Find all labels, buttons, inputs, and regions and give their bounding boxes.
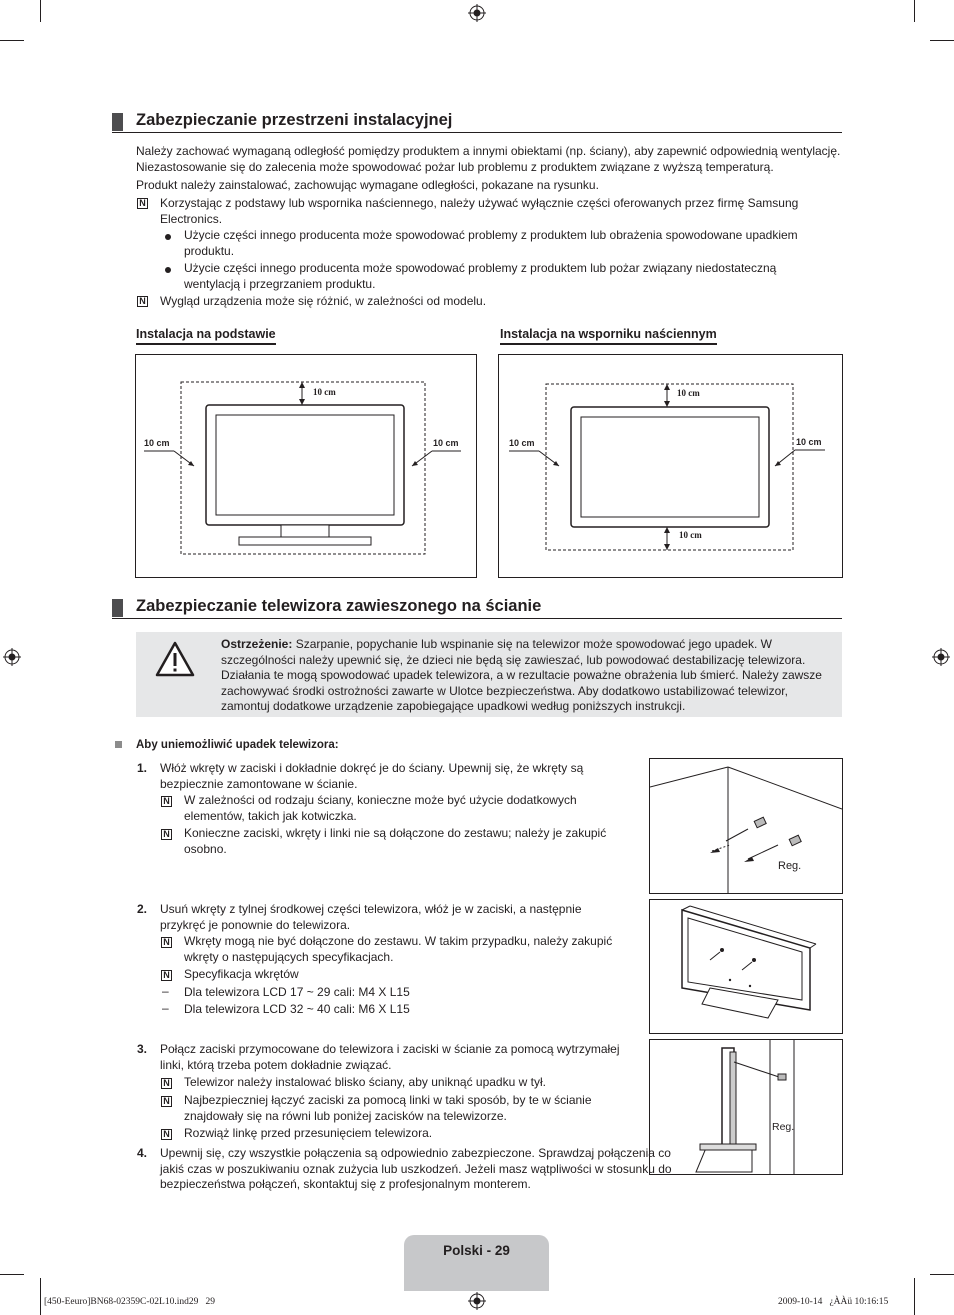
dimension-label-bottom: 10 cm	[679, 530, 702, 540]
tv-on-stand-illustration	[136, 355, 476, 577]
note-text: Wygląd urządzenia może się różnić, w zależności od modelu.	[160, 294, 487, 308]
bullet-text: Użycie części innego producenta może spowodować problemy z produktem lub pożar związany niedostateczną wentylacją i przegrzaniem produktu.	[184, 261, 777, 291]
dimension-label-top: 10 cm	[313, 387, 336, 397]
note-icon: N	[161, 937, 172, 948]
dimension-label-left: 10 cm	[509, 438, 535, 448]
section-heading-installation-space	[112, 110, 842, 133]
note-icon: N	[161, 829, 172, 840]
registration-mark-icon	[468, 4, 486, 22]
step-number: 1.	[137, 761, 148, 775]
warning-box	[136, 632, 842, 717]
subheading: Aby uniemożliwić upadek telewizora:	[136, 739, 339, 751]
figure-wall-clamps	[649, 758, 843, 894]
dash-bullet: –	[162, 984, 169, 998]
dash-bullet: –	[162, 1001, 169, 1015]
note-text: Wkręty mogą nie być dołączone do zestawu. W takim przypadku, należy zakupić wkręty o następujących specyfikacjach.	[184, 934, 613, 964]
heading-bar	[112, 599, 123, 617]
note-text: Konieczne zaciski, wkręty i linki nie są dołączone do zestawu; należy je zakupić osobno.	[184, 826, 607, 856]
note-icon: N	[137, 296, 148, 307]
step-number: 2.	[137, 902, 148, 916]
note-text: Najbezpieczniej łączyć zaciski za pomocą linki w taki sposób, by te w ścianie znajdowały się na równi lub poniżej zacisków na telewizorze.	[184, 1093, 592, 1123]
note-icon: N	[161, 970, 172, 981]
note-text: W zależności od rodzaju ściany, konieczne może być użycie dodatkowych elementów, takich jak kotwiczka.	[184, 793, 577, 823]
intro-paragraph: Należy zachować wymaganą odległość pomiędzy produktem a innymi obiektami (np. ściany), aby zapewnić odpowiednią wentylację. Niezastosowanie się do zalecenia może spowodować pożar lub problemu z produktem związane z wyższą temperaturą.	[136, 144, 841, 174]
tv-rear-view-illustration	[650, 900, 842, 1033]
square-bullet-icon	[115, 741, 122, 748]
intro-paragraph-2: Produkt należy zainstalować, zachowując wymagane odległości, pokazane na rysunku.	[136, 178, 599, 192]
warning-text	[221, 637, 836, 715]
bullet-icon	[165, 267, 171, 273]
step-text: Włóż wkręty w zaciski i dokładnie dokręć je do ściany. Upewnij się, że wkręty są bezpiecznie zamontowane w ścianie.	[160, 761, 584, 791]
warning-body: Szarpanie, popychanie lub wspinanie się na telewizor może spowodować jego upadek. W szczególności należy upewnić się, że dzieci nie będą się zawieszać, lub powodować destabilizację telewizora. Działania te mogą spowodować upadek telewizora, a w rezultacie poważne obrażenia lub śmierć. Należy zawsze zachowywać środki ostrożności zawarte w Ulotce bezpieczeństwa. Aby dodatkowo ustabilizować telewizor, zamontuj dodatkowe urządzenie zapobiegające upadkowi według poniższych instrukcji.	[221, 637, 822, 713]
note-text: Telewizor należy instalować blisko ściany, aby uniknąć upadku w tył.	[184, 1075, 546, 1089]
dimension-label-top: 10 cm	[677, 388, 700, 398]
note-text: Korzystając z podstawy lub wspornika naściennego, należy używać wyłącznie części oferowanych przez firmę Samsung Electronics.	[160, 196, 799, 226]
spec-item: Dla telewizora LCD 32 ~ 40 cali: M6 X L15	[184, 1002, 410, 1016]
page-number-tab	[404, 1235, 549, 1291]
note-icon: N	[161, 1096, 172, 1107]
reg-label: Reg.	[778, 860, 802, 872]
warning-label: Ostrzeżenie:	[221, 637, 293, 651]
figure-tv-back	[649, 899, 843, 1034]
spec-item: Dla telewizora LCD 17 ~ 29 cali: M4 X L15	[184, 985, 410, 999]
step-text: Upewnij się, czy wszystkie połączenia są odpowiednio zabezpieczone. Sprawdzaj połączenia co jakiś czas w poszukiwaniu oznak zużycia lub uszkodzeń. Jeżeli masz wątpliwości w stosunku do bezpieczeństwa połączeń, skontaktuj się z profesjonalnym monterem.	[160, 1146, 672, 1191]
date-info: 2009-10-14 ¿ÀÀü 10:16:15	[778, 1297, 889, 1307]
step-text: Połącz zaciski przymocowane do telewizora i zaciski w ścianie za pomocą wytrzymałej linki, którą trzeba potem dokładnie związać.	[160, 1042, 620, 1072]
registration-mark-icon	[3, 648, 21, 666]
section-title: Zabezpieczanie przestrzeni instalacyjnej	[136, 111, 453, 129]
dimension-label-left: 10 cm	[144, 438, 170, 448]
bullet-icon	[165, 234, 171, 240]
diagram-stand-installation	[135, 354, 477, 578]
diagram-title-stand: Instalacja na podstawie	[136, 327, 276, 345]
dimension-label-right: 10 cm	[433, 438, 459, 448]
note-icon: N	[161, 796, 172, 807]
bullet-text: Użycie części innego producenta może spowodować problemy z produktem lub obrażenia spowodowane upadkiem produktu.	[184, 228, 798, 258]
warning-triangle-icon	[155, 641, 195, 677]
section-heading-wall-safety	[112, 596, 842, 619]
step-number: 3.	[137, 1042, 148, 1056]
reg-label: Reg.	[772, 1121, 795, 1133]
file-info: [450-Eeuro]BN68-02359C-02L10.ind29 29	[44, 1297, 215, 1307]
step-number: 4.	[137, 1146, 148, 1160]
registration-mark-icon	[468, 1292, 486, 1310]
diagram-title-wall: Instalacja na wsporniku naściennym	[500, 327, 717, 345]
diagram-wall-installation	[498, 354, 843, 578]
note-icon: N	[137, 198, 148, 209]
note-text: Rozwiąż linkę przed przesunięciem telewizora.	[184, 1126, 433, 1140]
note-icon: N	[161, 1078, 172, 1089]
wall-corner-clamps-illustration	[650, 759, 842, 893]
heading-bar	[112, 113, 123, 131]
step-text: Usuń wkręty z tylnej środkowej części telewizora, włóż je w zaciski, a następnie przykręć je ponownie do telewizora.	[160, 902, 582, 932]
note-icon: N	[161, 1129, 172, 1140]
page-label: Polski - 29	[443, 1243, 510, 1258]
section-title: Zabezpieczanie telewizora zawieszonego na ścianie	[136, 597, 542, 615]
registration-mark-icon	[932, 648, 950, 666]
dimension-label-right: 10 cm	[796, 437, 822, 447]
wall-mounted-tv-illustration	[499, 355, 842, 577]
note-text: Specyfikacja wkrętów	[184, 967, 299, 981]
